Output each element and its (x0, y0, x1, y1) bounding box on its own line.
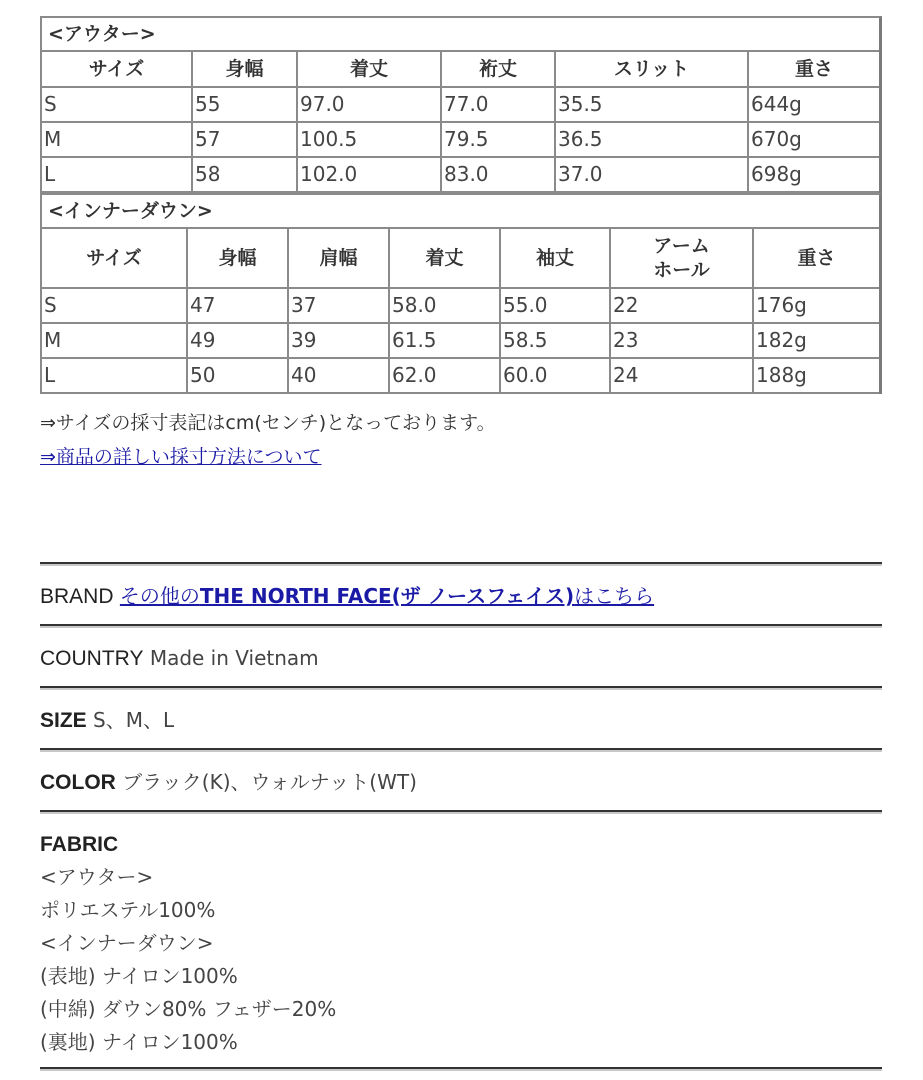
cell-length: 61.5 (390, 324, 501, 359)
header-body-width: 身幅 (193, 52, 298, 88)
country-row (40, 628, 882, 686)
cell-sleeve-length: 77.0 (442, 88, 556, 123)
fabric-line: <インナーダウン> (40, 931, 214, 955)
cell-armhole: 22 (611, 289, 754, 324)
brand-link-pre: その他の (119, 584, 200, 608)
header-sleeve-length: 裄丈 (442, 52, 556, 88)
header-size: サイズ (42, 229, 188, 289)
cell-body-width: 47 (188, 289, 289, 324)
cell-body-width: 50 (188, 359, 289, 394)
brand-link[interactable] (120, 584, 654, 608)
cell-sleeve-length: 83.0 (442, 158, 556, 193)
inner-down-size-table (40, 193, 882, 394)
size-value: S、M、L (93, 708, 175, 732)
cell-shoulder-width: 37 (289, 289, 390, 324)
cell-shoulder-width: 40 (289, 359, 390, 394)
cell-weight: 698g (749, 158, 879, 193)
fabric-line: <アウター> (40, 865, 154, 889)
header-length: 着丈 (390, 229, 501, 289)
brand-label: BRAND (40, 585, 114, 608)
header-weight: 重さ (749, 52, 879, 88)
cell-body-width: 55 (193, 88, 298, 123)
cell-length: 100.5 (298, 123, 442, 158)
cell-size: S (42, 88, 193, 123)
cell-shoulder-width: 39 (289, 324, 390, 359)
color-value: ブラック(K)、ウォルナット(WT) (122, 770, 417, 794)
cell-length: 97.0 (298, 88, 442, 123)
header-armhole-line1: アーム (653, 235, 710, 257)
header-weight: 重さ (754, 229, 879, 289)
outer-table-caption: <アウター> (42, 18, 879, 52)
cell-armhole: 23 (611, 324, 754, 359)
header-slit: スリット (556, 52, 749, 88)
fabric-line: (裏地) ナイロン100% (40, 1030, 238, 1054)
cell-weight: 670g (749, 123, 879, 158)
cell-weight: 644g (749, 88, 879, 123)
cell-sleeve-length: 60.0 (501, 359, 611, 394)
cell-sleeve-length: 79.5 (442, 123, 556, 158)
cell-size: L (42, 359, 188, 394)
header-sleeve-length: 袖丈 (501, 229, 611, 289)
cell-slit: 35.5 (556, 88, 749, 123)
cell-body-width: 58 (193, 158, 298, 193)
header-length: 着丈 (298, 52, 442, 88)
header-armhole-line2: ホール (653, 259, 710, 281)
size-row (40, 690, 882, 748)
fabric-label: FABRIC (40, 833, 119, 856)
cell-weight: 182g (754, 324, 879, 359)
cell-sleeve-length: 58.5 (501, 324, 611, 359)
fabric-section (40, 814, 882, 1067)
country-value: Made in Vietnam (149, 646, 319, 670)
cell-length: 62.0 (390, 359, 501, 394)
inner-table-caption: <インナーダウン> (42, 195, 879, 229)
table-row (42, 158, 879, 193)
cell-length: 102.0 (298, 158, 442, 193)
cell-sleeve-length: 55.0 (501, 289, 611, 324)
cell-weight: 176g (754, 289, 879, 324)
header-body-width: 身幅 (188, 229, 289, 289)
brand-row (40, 566, 882, 624)
fabric-line: (中綿) ダウン80% フェザー20% (40, 997, 337, 1021)
color-row (40, 752, 882, 810)
size-notes (40, 406, 882, 474)
table-row (42, 88, 879, 123)
cell-size: M (42, 324, 188, 359)
inner-table-header-row (42, 229, 879, 289)
cell-size: S (42, 289, 188, 324)
measurement-method-link[interactable]: ⇒商品の詳しい採寸方法について (40, 446, 322, 468)
size-label: SIZE (40, 709, 87, 732)
outer-size-table (40, 16, 882, 193)
brand-link-name: THE NORTH FACE(ザ ノースフェイス) (199, 584, 575, 608)
color-label: COLOR (40, 771, 116, 794)
header-shoulder-width: 肩幅 (289, 229, 390, 289)
unit-note: ⇒サイズの採寸表記はcm(センチ)となっております。 (40, 412, 496, 434)
cell-slit: 36.5 (556, 123, 749, 158)
cell-slit: 37.0 (556, 158, 749, 193)
table-row (42, 359, 879, 394)
table-row (42, 289, 879, 324)
cell-armhole: 24 (611, 359, 754, 394)
cell-body-width: 57 (193, 123, 298, 158)
table-row (42, 123, 879, 158)
spec-list (40, 562, 882, 1071)
divider (40, 1067, 882, 1071)
header-armhole (611, 229, 754, 289)
fabric-line: (表地) ナイロン100% (40, 964, 238, 988)
country-label: COUNTRY (40, 647, 144, 670)
cell-size: L (42, 158, 193, 193)
cell-weight: 188g (754, 359, 879, 394)
product-detail (40, 0, 882, 1071)
brand-link-post: はこちら (574, 584, 655, 608)
cell-size: M (42, 123, 193, 158)
cell-length: 58.0 (390, 289, 501, 324)
table-row (42, 324, 879, 359)
header-size: サイズ (42, 52, 193, 88)
cell-body-width: 49 (188, 324, 289, 359)
fabric-line: ポリエステル100% (40, 898, 216, 922)
outer-table-header-row (42, 52, 879, 88)
